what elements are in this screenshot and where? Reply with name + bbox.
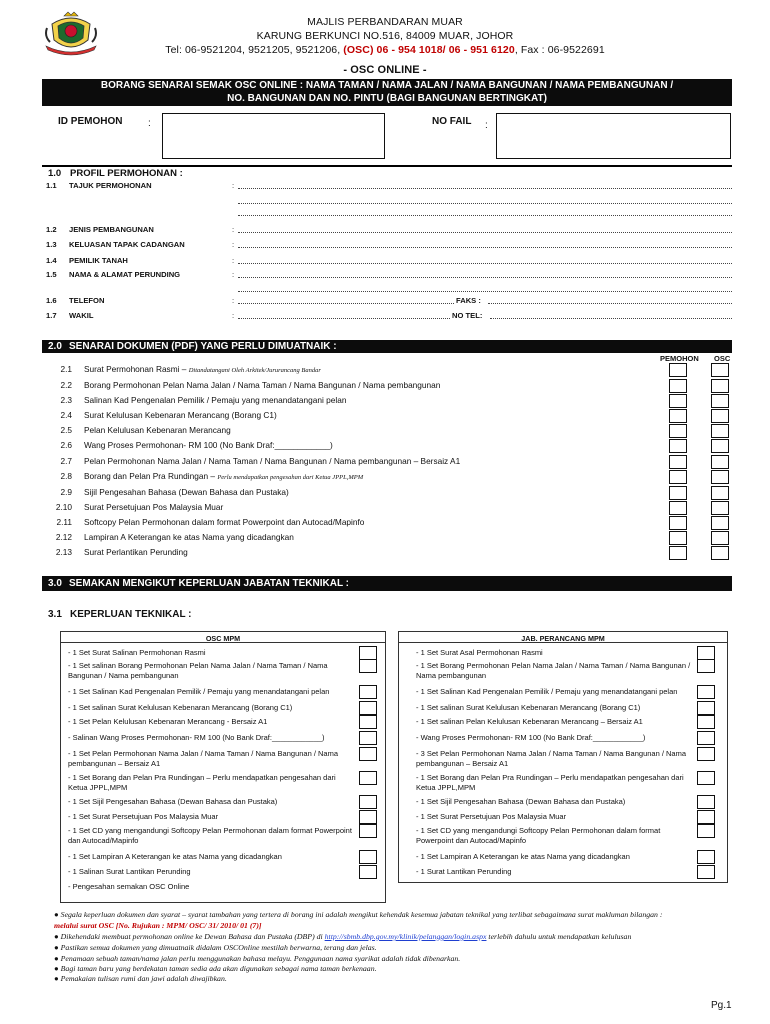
no-tel-answer-line[interactable]: [490, 318, 732, 319]
osc-requirement: - 1 Set salinan Surat Kelulusan Kebenaran Merancang (Borang C1): [68, 703, 293, 712]
osc-mpm-header: OSC MPM: [61, 632, 385, 643]
osc-requirement: - 1 Set Borang dan Pelan Pra Rundingan – Perlu mendapatkan pengesahan dari Ketua JPPL,MPM: [68, 773, 336, 792]
profile-num: 1.5: [46, 270, 57, 279]
osc-checkbox[interactable]: [711, 501, 729, 515]
osc-requirement: - 1 Set Pelan Permohonan Nama Jalan / Nama Taman / Nama Bangunan / Nama pembangunan – Bersaiz A1: [68, 749, 339, 768]
document-item: [84, 425, 231, 435]
profile-num: 1.4: [46, 256, 57, 265]
profile-answer-line[interactable]: [238, 247, 732, 248]
jab-requirement: - 1 Set Sijil Pengesahan Bahasa (Dewan Bahasa dan Pustaka): [416, 797, 626, 806]
page-number: Pg.1: [711, 1000, 732, 1011]
document-text: Wang Proses Permohonan- RM 100 (No Bank Draf:____________): [84, 440, 333, 450]
document-num: 2.6: [60, 440, 72, 450]
osc-requirement: - 1 Set Pelan Kelulusan Kebenaran Merancang - Bersaiz A1: [68, 717, 268, 726]
jab-perancang-checkbox[interactable]: [697, 747, 715, 761]
id-colon: :: [148, 118, 151, 129]
wakil-answer-line[interactable]: [238, 318, 450, 319]
osc-mpm-checkbox[interactable]: [359, 850, 377, 864]
document-num: 2.4: [60, 410, 72, 420]
jab-requirement: - 3 Set Pelan Permohonan Nama Jalan / Nama Taman / Nama Bangunan / Nama pembangunan – Bersaiz A1: [416, 749, 687, 768]
document-item: [84, 364, 321, 374]
osc-checkbox[interactable]: [711, 394, 729, 408]
document-text: Surat Perlantikan Perunding: [84, 547, 188, 557]
footnote: [54, 921, 744, 930]
profile-answer-line[interactable]: [238, 277, 732, 278]
org-phone: [0, 44, 770, 56]
osc-mpm-checkbox[interactable]: [359, 810, 377, 824]
note-text: Pemakaian tulisan rumi dan jawi adalah diwajibkan.: [60, 974, 227, 983]
osc-checkbox[interactable]: [711, 546, 729, 560]
document-num: 2.10: [55, 502, 72, 512]
org-name: MAJLIS PERBANDARAN MUAR: [307, 16, 463, 28]
osc-mpm-checkbox[interactable]: [359, 685, 377, 699]
document-text: Pelan Permohonan Nama Jalan / Nama Taman / Nama Bangunan / Nama pembangunan – Bersaiz A1: [84, 456, 461, 466]
profile-label: TAJUK PERMOHONAN: [69, 181, 152, 190]
document-text: Borang Permohonan Pelan Nama Jalan / Nama Taman / Nama Bangunan / Nama pembangunan: [84, 380, 441, 390]
jab-perancang-checkbox[interactable]: [697, 824, 715, 838]
profile-colon: :: [232, 181, 235, 190]
pemohon-checkbox[interactable]: [669, 394, 687, 408]
document-text: Lampiran A Keterangan ke atas Nama yang dicadangkan: [84, 532, 294, 542]
jab-perancang-checkbox[interactable]: [697, 865, 715, 879]
profile-num: 1.6: [46, 296, 57, 305]
jab-perancang-checkbox[interactable]: [697, 771, 715, 785]
jab-perancang-checkbox[interactable]: [697, 701, 715, 715]
osc-mpm-checkbox[interactable]: [359, 771, 377, 785]
osc-checkbox[interactable]: [711, 531, 729, 545]
osc-requirement: - 1 Set Surat Salinan Permohonan Rasmi: [68, 648, 206, 657]
osc-mpm-checkbox[interactable]: [359, 824, 377, 838]
footnote: ● Bagi taman baru yang berdekatan taman sedia ada akan digunakan sebagai nama taman berkenaan.: [54, 964, 377, 973]
profile-answer-line[interactable]: [238, 188, 732, 189]
section1-header: [42, 165, 732, 178]
jab-requirement: - 1 Set CD yang mengandungi Softcopy Pelan Permohonan dalam format Powerpoint dan Autocad/Mapinfo: [416, 826, 661, 845]
document-item: [84, 440, 333, 450]
jab-requirement: - 1 Set Surat Asal Permohonan Rasmi: [416, 648, 543, 657]
id-pemohon-label: ID PEMOHON: [58, 116, 123, 127]
osc-checkbox[interactable]: [711, 409, 729, 423]
phone-fax: , Fax : 06-9522691: [514, 44, 605, 56]
pemohon-checkbox[interactable]: [669, 379, 687, 393]
document-item: [84, 547, 188, 557]
document-num: 2.5: [60, 425, 72, 435]
jab-requirement: - 1 Set Lampiran A Keterangan ke atas Nama yang dicadangkan: [416, 852, 630, 861]
section1-title: PROFIL PERMOHONAN :: [70, 168, 183, 179]
footnote: ● Dikehendaki membuat permohonan online ke Dewan Bahasa dan Pustaka (DBP) di http://sbmb.dbp.gov.my/klinik/pelanggan/login.aspx terlebih dahulu untuk mendapatkan kelulusan: [54, 932, 632, 941]
jab-perancang-checkbox[interactable]: [697, 731, 715, 745]
profile-colon: :: [232, 270, 235, 279]
form-title-line1: BORANG SENARAI SEMAK OSC ONLINE : NAMA TAMAN / NAMA JALAN / NAMA BANGUNAN / NAMA PEMBANGUNAN /: [100, 80, 674, 91]
jab-perancang-checkbox[interactable]: [697, 850, 715, 864]
document-num: 2.9: [60, 487, 72, 497]
osc-requirement: - 1 Set Lampiran A Keterangan ke atas Nama yang dicadangkan: [68, 852, 282, 861]
document-item: [84, 410, 277, 420]
faks-answer-line[interactable]: [488, 303, 732, 304]
jab-perancang-checkbox[interactable]: [697, 795, 715, 809]
no-tel-label: NO TEL:: [452, 311, 483, 320]
pemohon-checkbox[interactable]: [669, 409, 687, 423]
document-num: 2.7: [60, 456, 72, 466]
footnote: ● Penamaan sebuah taman/nama jalan perlu menggunakan bahasa melayu. Penggunaan nama syarikat adalah tidak dibenarkan.: [54, 954, 461, 963]
profile-label: WAKIL: [69, 311, 94, 320]
osc-checkbox[interactable]: [711, 455, 729, 469]
jab-requirement: - 1 Set Salinan Kad Pengenalan Pemilik / Pemaju yang menandatangani pelan: [416, 687, 678, 696]
document-item: [84, 502, 223, 512]
profile-label: JENIS PEMBANGUNAN: [69, 225, 154, 234]
profile-num: 1.1: [46, 181, 57, 190]
osc-online-label: - OSC ONLINE -: [343, 64, 427, 76]
profile-num: 1.2: [46, 225, 57, 234]
org-address: KARUNG BERKUNCI NO.516, 84009 MUAR, JOHOR: [256, 30, 514, 42]
phone-main: Tel: 06-9521204, 9521205, 9521206,: [165, 44, 344, 56]
note-text: Penamaan sebuah taman/nama jalan perlu menggunakan bahasa melayu. Penggunaan nama syarikat adalah tidak dibenarkan.: [60, 954, 461, 963]
profile-label: KELUASAN TAPAK CADANGAN: [69, 240, 185, 249]
osc-checkbox[interactable]: [711, 439, 729, 453]
osc-mpm-checkbox[interactable]: [359, 701, 377, 715]
osc-mpm-checkbox[interactable]: [359, 646, 377, 660]
section2-title: SENARAI DOKUMEN (PDF) YANG PERLU DIMUATNAIK :: [69, 341, 337, 352]
document-item: [84, 532, 294, 542]
document-text: Surat Kelulusan Kebenaran Merancang (Borang C1): [84, 410, 277, 420]
osc-checkbox[interactable]: [711, 424, 729, 438]
phone-osc: (OSC) 06 - 954 1018/ 06 - 951 6120: [343, 44, 515, 56]
document-text: Salinan Kad Pengenalan Pemilik / Pemaju yang menandatangani pelan: [84, 395, 347, 405]
profile-answer-line[interactable]: [238, 215, 732, 216]
section3-sub-title: KEPERLUAN TEKNIKAL :: [70, 609, 192, 620]
document-num: 2.11: [56, 517, 72, 527]
osc-mpm-checkbox[interactable]: [359, 795, 377, 809]
col-pemohon-header: PEMOHON: [660, 354, 699, 363]
document-num: 2.12: [55, 532, 72, 542]
jab-requirement: - Wang Proses Permohonan- RM 100 (No Bank Draf:____________): [416, 733, 646, 742]
note-tail: terlebih dahulu untuk mendapatkan kelulusan: [486, 932, 632, 941]
footnote: ● Pemakaian tulisan rumi dan jawi adalah diwajibkan.: [54, 974, 227, 983]
pemohon-checkbox[interactable]: [669, 363, 687, 377]
document-text: Sijil Pengesahan Bahasa (Dewan Bahasa dan Pustaka): [84, 487, 289, 497]
profile-colon: :: [232, 256, 235, 265]
document-num: 2.3: [60, 395, 72, 405]
osc-mpm-checkbox[interactable]: [359, 865, 377, 879]
osc-requirement: - 1 Set Surat Persetujuan Pos Malaysia Muar: [68, 812, 219, 821]
document-note: Ditandatangani Oleh Arkitek/Jururancang Bandar: [188, 367, 321, 374]
document-num: 2.8: [60, 471, 72, 481]
document-item: [84, 456, 460, 466]
osc-mpm-checkbox[interactable]: [359, 747, 377, 761]
id-pemohon-input[interactable]: [162, 113, 385, 159]
note-reference: melalui surat OSC [No. Rujukan : MPM/ OSC/ 31/ 2010/ 01 (7)]: [54, 921, 262, 930]
pemohon-checkbox[interactable]: [669, 501, 687, 515]
faks-label: FAKS :: [456, 296, 481, 305]
osc-requirement: - 1 Set CD yang mengandungi Softcopy Pelan Permohonan dalam format Powerpoint dan Autocad/Mapinfo: [68, 826, 352, 845]
profile-num: 1.3: [46, 240, 57, 249]
jab-perancang-checkbox[interactable]: [697, 810, 715, 824]
note-text: Segala keperluan dokumen dan syarat – syarat tambahan yang tertera di borang ini adalah mengikut kehendak kesemua jabatan teknikal yang terlibat sebagaimana surat makluman bilangan :: [60, 910, 663, 919]
note-text: Dikehendaki membuat permohonan online ke Dewan Bahasa dan Pustaka (DBP) di: [60, 932, 325, 941]
document-text: Surat Persetujuan Pos Malaysia Muar: [84, 502, 224, 512]
note-text: Bagi taman baru yang berdekatan taman sedia ada akan digunakan sebagai nama taman berkenaan.: [60, 964, 377, 973]
jab-perancang-checkbox[interactable]: [697, 659, 715, 673]
document-item: [84, 517, 364, 527]
pemohon-checkbox[interactable]: [669, 531, 687, 545]
profile-num: 1.7: [46, 311, 57, 320]
section3-bar: [42, 576, 732, 591]
section3-num: 3.0: [48, 578, 62, 589]
document-note: Perlu mendapatkan pengesahan dari Ketua JPPL,MPM: [217, 474, 364, 481]
osc-checkbox[interactable]: [711, 486, 729, 500]
pemohon-checkbox[interactable]: [669, 516, 687, 530]
footnote: ● Pastikan semua dokumen yang dimuatnaik didalam OSCOnline mestilah berwarna, terang dan jelas.: [54, 943, 377, 952]
osc-requirement: - Salinan Wang Proses Permohonan- RM 100 (No Bank Draf:____________): [68, 733, 325, 742]
footnote: ● Segala keperluan dokumen dan syarat – syarat tambahan yang tertera di borang ini adalah mengikut kehendak kesemua jabatan teknikal yang terlibat sebagaimana surat makluman bilangan :: [54, 910, 663, 919]
profile-answer-line[interactable]: [238, 203, 732, 204]
pemohon-checkbox[interactable]: [669, 455, 687, 469]
form-title-line2: NO. BANGUNAN DAN NO. PINTU (BAGI BANGUNAN BERTINGKAT): [227, 92, 547, 104]
document-num: 2.13: [55, 547, 72, 557]
section2-num: 2.0: [48, 341, 62, 352]
profile-colon: :: [232, 240, 235, 249]
document-item: [84, 471, 363, 481]
osc-mpm-checkbox[interactable]: [359, 731, 377, 745]
jab-requirement: - 1 Set salinan Pelan Kelulusan Kebenaran Merancang – Bersaiz A1: [416, 717, 643, 726]
jab-requirement: - 1 Set Surat Persetujuan Pos Malaysia Muar: [416, 812, 567, 821]
pemohon-checkbox[interactable]: [669, 546, 687, 560]
jab-requirement: - 1 Set Borang dan Pelan Pra Rundingan – Perlu mendapatkan pengesahan dari Ketua JPPL,MPM: [416, 773, 684, 792]
section3-title: SEMAKAN MENGIKUT KEPERLUAN JABATAN TEKNIKAL :: [69, 578, 349, 589]
document-num: 2.1: [60, 364, 72, 374]
document-text: Softcopy Pelan Permohonan dalam format Powerpoint dan Autocad/Mapinfo: [84, 517, 365, 527]
col-osc-header: OSC: [714, 354, 731, 363]
section3-sub-num: 3.1: [48, 609, 62, 620]
profile-label: PEMILIK TANAH: [69, 256, 128, 265]
document-text: Pelan Kelulusan Kebenaran Merancang: [84, 425, 231, 435]
osc-requirement: - 1 Salinan Surat Lantikan Perunding: [68, 867, 191, 876]
osc-requirement: - 1 Set salinan Borang Permohonan Pelan Nama Jalan / Nama Taman / Nama Bangunan / Nama pembangunan: [68, 661, 328, 680]
profile-label: TELEFON: [69, 296, 105, 305]
jab-requirement: - 1 Set salinan Surat Kelulusan Kebenaran Merancang (Borang C1): [416, 703, 641, 712]
document-text: Borang dan Pelan Pra Rundingan –: [84, 471, 218, 481]
osc-mpm-checkbox[interactable]: [359, 659, 377, 673]
pemohon-checkbox[interactable]: [669, 486, 687, 500]
osc-requirement: - Pengesahan semakan OSC Online: [68, 882, 190, 891]
file-colon: :: [485, 120, 488, 131]
section2-bar: [42, 340, 732, 353]
jab-perancang-checkbox[interactable]: [697, 685, 715, 699]
form-title-bar: [42, 79, 732, 106]
jab-perancang-checkbox[interactable]: [697, 715, 715, 729]
profile-answer-line[interactable]: [238, 291, 732, 292]
osc-requirement: - 1 Set Salinan Kad Pengenalan Pemilik / Pemaju yang menandatangani pelan: [68, 687, 330, 696]
no-fail-label: NO FAIL: [432, 116, 472, 127]
osc-mpm-checkbox[interactable]: [359, 715, 377, 729]
document-text: Surat Permohonan Rasmi –: [84, 364, 189, 374]
profile-colon: :: [232, 311, 235, 320]
profile-colon: :: [232, 225, 235, 234]
document-item: [84, 380, 440, 390]
osc-checkbox[interactable]: [711, 470, 729, 484]
pemohon-checkbox[interactable]: [669, 424, 687, 438]
section1-num: 1.0: [48, 168, 62, 179]
jab-perancang-checkbox[interactable]: [697, 646, 715, 660]
osc-checkbox[interactable]: [711, 379, 729, 393]
profile-answer-line[interactable]: [238, 232, 732, 233]
pemohon-checkbox[interactable]: [669, 439, 687, 453]
jab-requirement: - 1 Set Borang Permohonan Pelan Nama Jalan / Nama Taman / Nama Bangunan / Nama pembangunan: [416, 661, 691, 680]
dbp-link[interactable]: http://sbmb.dbp.gov.my/klinik/pelanggan/login.aspx: [324, 932, 487, 941]
document-num: 2.2: [60, 380, 72, 390]
jab-requirement: - 1 Surat Lantikan Perunding: [416, 867, 512, 876]
osc-requirement: - 1 Set Sijil Pengesahan Bahasa (Dewan Bahasa dan Pustaka): [68, 797, 278, 806]
document-item: [84, 487, 289, 497]
jab-perancang-header: JAB. PERANCANG MPM: [399, 632, 727, 643]
no-fail-input[interactable]: [496, 113, 731, 159]
pemohon-checkbox[interactable]: [669, 470, 687, 484]
telefon-answer-line[interactable]: [238, 303, 454, 304]
profile-colon: :: [232, 296, 235, 305]
profile-label: NAMA & ALAMAT PERUNDING: [69, 270, 181, 279]
note-text: Pastikan semua dokumen yang dimuatnaik didalam OSCOnline mestilah berwarna, terang dan jelas.: [60, 943, 377, 952]
document-item: [84, 395, 346, 405]
osc-checkbox[interactable]: [711, 516, 729, 530]
osc-checkbox[interactable]: [711, 363, 729, 377]
profile-answer-line[interactable]: [238, 263, 732, 264]
